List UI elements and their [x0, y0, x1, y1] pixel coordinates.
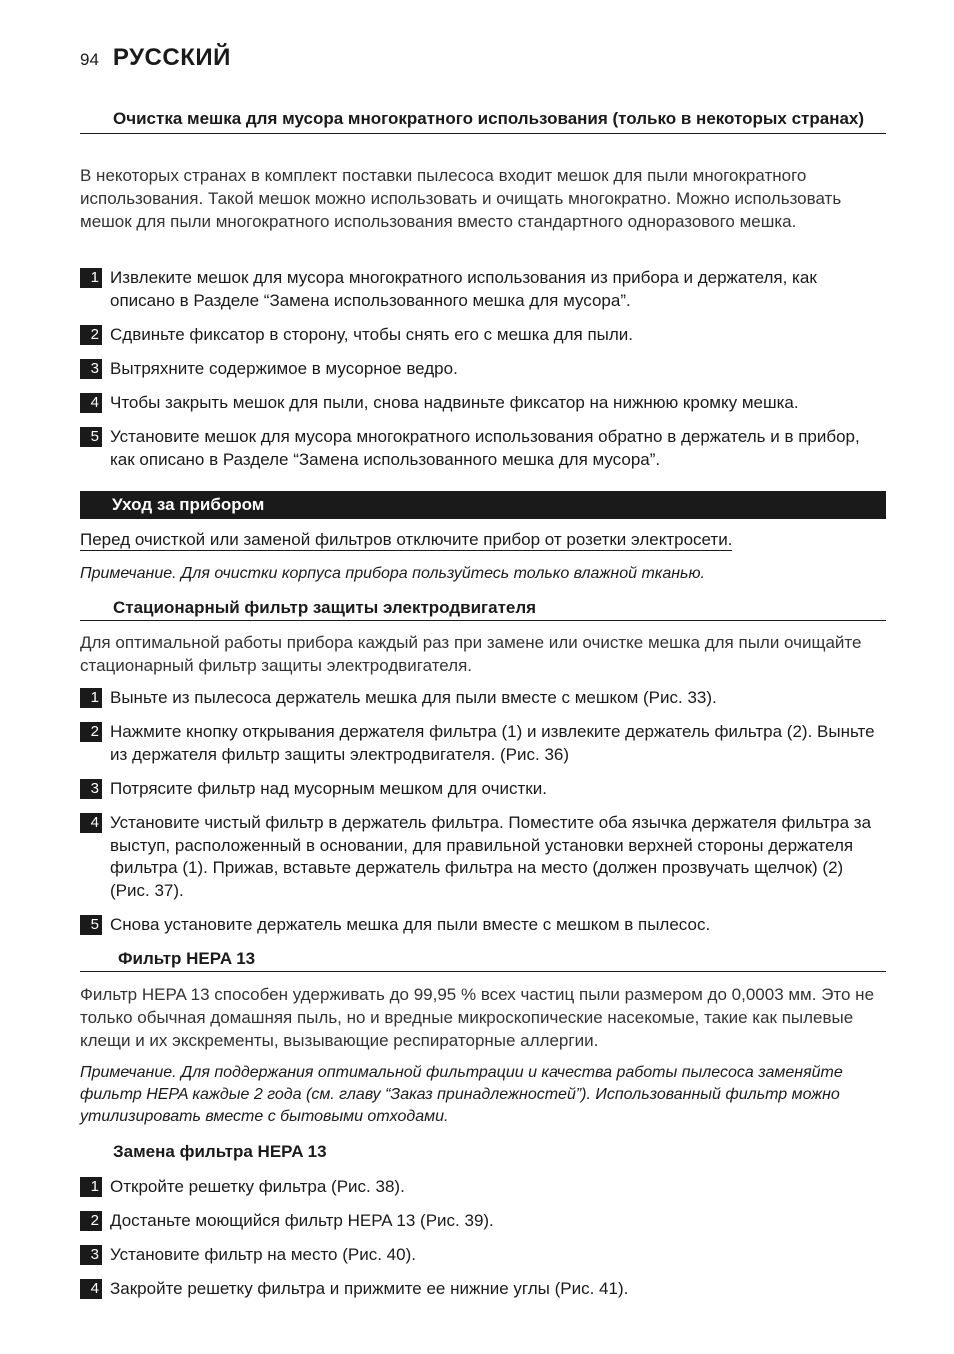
step-number: 4: [80, 813, 102, 833]
note-hepa: Примечание. Для поддержания оптимальной фильтрации и качества работы пылесоса заменяйте фильтр HEPA каждые 2 года (см. главу “Заказ принадлежностей”). Использованный фильтр можно утилизировать вместе с бытовыми отходами.: [80, 1064, 843, 1125]
step-item: [80, 1176, 886, 1199]
step-number: 5: [80, 915, 102, 935]
section-heading-reusable-bag: Очистка мешка для мусора многократного использования (только в некоторых странах): [80, 108, 886, 134]
section-intro-reusable-bag: В некоторых странах в комплект поставки пылесоса входит мешок для пыли многократного использования. Такой мешок можно использовать и очищать многократно. Можно использовать мешок для пыли многократного использования вместо стандартного одноразового мешка.: [80, 166, 842, 231]
page-header: [80, 44, 231, 76]
step-item: [80, 324, 886, 347]
step-number: 4: [80, 1279, 102, 1299]
step-number: 1: [80, 688, 102, 708]
step-number: 2: [80, 325, 102, 345]
step-number: 1: [80, 1177, 102, 1197]
step-number: 5: [80, 427, 102, 447]
step-number: 3: [80, 359, 102, 379]
step-number: 3: [80, 1245, 102, 1265]
step-number: 1: [80, 268, 102, 288]
section-heading-motor-filter: Стационарный фильтр защиты электродвигателя: [80, 596, 886, 621]
note-care: Примечание. Для очистки корпуса прибора пользуйтесь только влажной тканью.: [80, 565, 705, 582]
step-text: Сдвиньте фиксатор в сторону, чтобы снять его с мешка для пыли.: [110, 325, 634, 344]
step-text: Установите мешок для мусора многократного использования обратно в держатель и в прибор, как описано в Разделе “Замена использованного мешка для мусора”.: [110, 427, 860, 469]
language-title: РУССКИЙ: [112, 44, 231, 71]
step-item: [80, 426, 886, 471]
step-item: [80, 267, 886, 312]
step-text: Вытряхните содержимое в мусорное ведро.: [110, 359, 458, 378]
step-text: Выньте из пылесоса держатель мешка для пыли вместе с мешком (Рис. 33).: [110, 688, 717, 707]
warning-text: [80, 528, 886, 551]
step-number: 2: [80, 1211, 102, 1231]
step-text: Установите фильтр на место (Рис. 40).: [110, 1245, 416, 1264]
step-number: 2: [80, 722, 102, 742]
step-text: Достаньте моющийся фильтр HEPA 13 (Рис. 39).: [110, 1211, 494, 1230]
warning-underlined: Перед очисткой или заменой фильтров отключите прибор от розетки электросети.: [80, 530, 733, 549]
step-item: [80, 914, 886, 937]
page-number: 94: [80, 50, 99, 69]
step-item: [80, 1278, 886, 1301]
step-text: Чтобы закрыть мешок для пыли, снова надвиньте фиксатор на нижнюю кромку мешка.: [110, 393, 799, 412]
section-intro-motor-filter: Для оптимальной работы прибора каждый раз при замене или очистке мешка для пыли очищайте стационарный фильтр защиты электродвигателя.: [80, 633, 862, 675]
step-text: Закройте решетку фильтра и прижмите ее нижние углы (Рис. 41).: [110, 1279, 629, 1298]
section-bar-care: Уход за прибором: [80, 491, 886, 519]
step-item: [80, 392, 886, 415]
step-text: Извлеките мешок для мусора многократного использования из прибора и держателя, как описано в Разделе “Замена использованного мешка для мусора”.: [110, 268, 817, 310]
step-text: Установите чистый фильтр в держатель фильтра. Поместите оба язычка держателя фильтра за выступ, расположенный в основании, для правильной установки верхней стороны держателя фильтра (1). Прижав, вставьте держатель фильтра на место (должен прозвучать щелчок) (2) (Рис. 37).: [110, 813, 872, 900]
step-text: Откройте решетку фильтра (Рис. 38).: [110, 1177, 405, 1196]
step-item: [80, 1210, 886, 1233]
step-text: Снова установите держатель мешка для пыли вместе с мешком в пылесос.: [110, 915, 711, 934]
step-number: 3: [80, 779, 102, 799]
step-item: [80, 687, 886, 710]
step-item: [80, 721, 886, 766]
section-heading-hepa-replace: Замена фильтра HEPA 13: [113, 1142, 327, 1161]
step-item: [80, 812, 886, 902]
step-item: [80, 358, 886, 381]
step-item: [80, 1244, 886, 1267]
section-intro-hepa: Фильтр HEPA 13 способен удерживать до 99,95 % всех частиц пыли размером до 0,0003 мм. Это не только обычная домашняя пыль, но и вредные микроскопические насекомые, такие как пылевые клещи и их экскременты, вызывающие респираторные аллергии.: [80, 985, 875, 1050]
step-text: Нажмите кнопку открывания держателя фильтра (1) и извлеките держатель фильтра (2). Выньте из держателя фильтр защиты электродвигателя. (Рис. 36): [110, 722, 875, 764]
step-number: 4: [80, 393, 102, 413]
step-item: [80, 778, 886, 801]
step-text: Потрясите фильтр над мусорным мешком для очистки.: [110, 779, 547, 798]
section-heading-hepa: Фильтр HEPA 13: [80, 947, 886, 972]
